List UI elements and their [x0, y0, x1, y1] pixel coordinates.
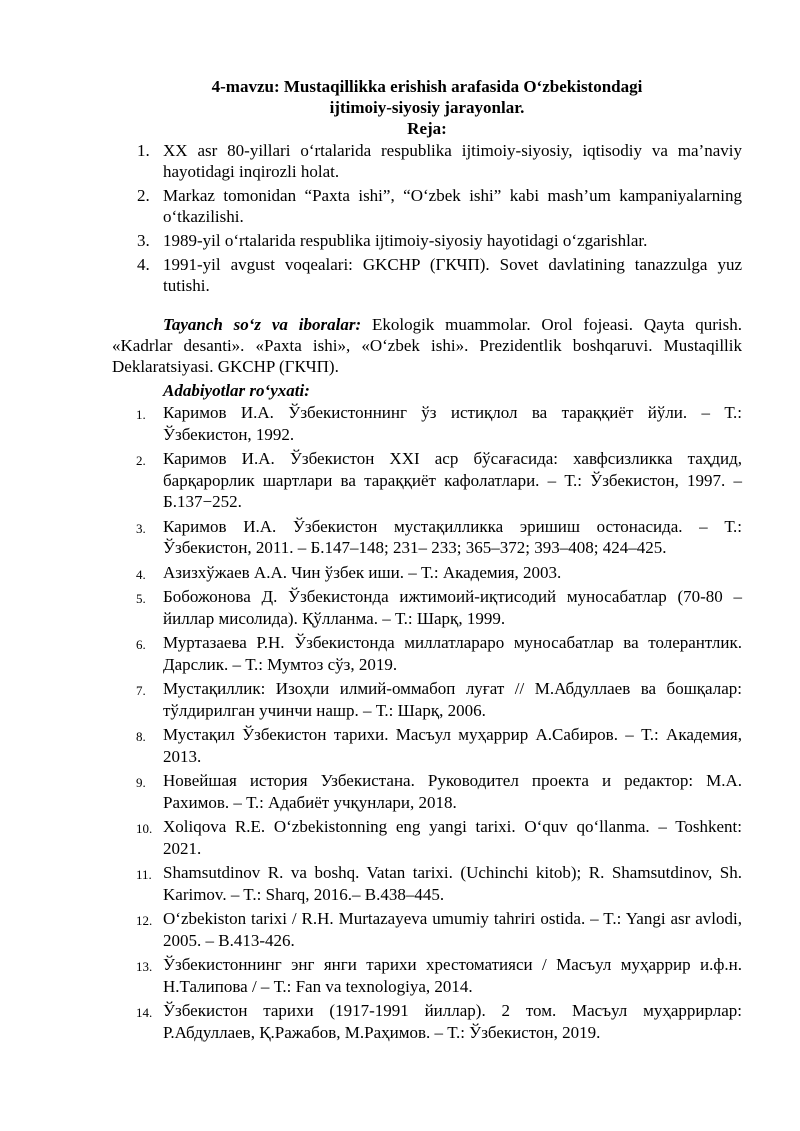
- title-line-2: ijtimoiy-siyosiy jarayonlar.: [329, 98, 525, 117]
- literature-item-text: Мустақиллик: Изоҳли илмий-оммабоп луғат // М.Абдуллаев ва бошқалар: тўлдирилган учинчи нашр. – Т.: Шарқ, 2006.: [163, 679, 742, 720]
- literature-item-text: Бобожонова Д. Ўзбекистонда ижтимоий-иқтисодий муносабатлар (70-80 – йиллар мисолида). Қўлланма. – Т.: Шарқ, 1999.: [163, 587, 742, 628]
- literature-item-number: 7.: [136, 683, 146, 698]
- literature-item-text: Xoliqova R.E. O‘zbekistonning eng yangi tarixi. O‘quv qo‘llanma. – Toshkent: 2021.: [163, 817, 742, 858]
- literature-item-number: 4.: [136, 566, 146, 582]
- literature-item-text: Каримов И.А. Ўзбекистон XXI аср бўсағасида: хавфсизликка таҳдид, барқарорлик шартлари ва тараққиёт кафолатлари. – Т.: Ўзбекистон, 1997. – Б.137−252.: [163, 449, 742, 511]
- literature-item-text: Новейшая история Узбекистана. Руководител проекта и редактор: М.А. Рахимов. – Т.: Адабиёт учқунлари, 2018.: [163, 771, 742, 812]
- literature-item-number: 3.: [136, 520, 146, 536]
- literature-item: [112, 516, 742, 559]
- literature-item: [112, 816, 742, 859]
- literature-item: [112, 1000, 742, 1043]
- literature-item: [112, 402, 742, 445]
- literature-item-text: Ўзбекистон тарихи (1917-1991 йиллар). 2 том. Масъул муҳаррирлар: Р.Абдуллаев, Қ.Ражабов, М.Раҳимов. – Т.: Ўзбекистон, 2019.: [163, 1001, 742, 1042]
- plan-item-text: Markaz tomonidan “Paxta ishi”, “O‘zbek ishi” kabi mash’um kampaniyalarning o‘tkazilishi.: [163, 186, 742, 226]
- literature-item: [112, 862, 742, 905]
- literature-item-number: 1.: [136, 407, 146, 422]
- literature-item: [112, 724, 742, 767]
- keywords-text: Ekologik muammolar. Orol fojeasi. Qayta qurish. «Kadrlar desanti». «Paxta ishi», «O‘zbek ishi». Prezidentlik boshqaruvi. Mustaqillik Deklaratsiyasi. GKCHP (ГКЧП).: [112, 315, 742, 376]
- title-line-1: 4-mavzu: Mustaqillikka erishish arafasida O‘zbekistondagi: [211, 77, 643, 96]
- literature-item-text: Каримов И.А. Ўзбекистон мустақилликка эришиш остонасида. – Т.: Ўзбекистон, 2011. – Б.147–148; 231– 233; 365–372; 393–408; 424–425.: [163, 516, 742, 557]
- literature-item: [112, 562, 742, 584]
- literature-item-text: Муртазаева Р.Н. Ўзбекистонда миллатлараро муносабатлар ва толерантлик. Дарслик. – Т.: Мумтоз сўз, 2019.: [163, 633, 742, 674]
- document-title: [112, 76, 742, 139]
- literature-item-number: 12.: [136, 913, 153, 928]
- literature-item: [112, 678, 742, 721]
- plan-item-number: 2.: [137, 186, 150, 205]
- plan-item-text: 1989-yil o‘rtalarida respublika ijtimoiy-siyosiy hayotidagi o‘zgarishlar.: [163, 231, 648, 250]
- literature-item: [112, 448, 742, 513]
- plan-item: [112, 230, 742, 251]
- literature-item: [112, 954, 742, 997]
- literature-item-text: O‘zbekiston tarixi / R.H. Murtazayeva umumiy tahriri ostida. – T.: Yangi asr avlodi, 2005. – B.413-426.: [163, 909, 742, 950]
- plan-item: [112, 140, 742, 182]
- plan-list: [112, 140, 742, 296]
- plan-item-number: 3.: [137, 231, 150, 250]
- literature-item-number: 11.: [136, 867, 152, 882]
- literature-item-number: 6.: [136, 637, 146, 652]
- literature-item-number: 13.: [136, 959, 153, 974]
- literature-item: [112, 908, 742, 951]
- plan-item-text: 1991-yil avgust voqealari: GKCHP (ГКЧП). Sovet davlatining tanazzulga yuz tutishi.: [163, 255, 742, 295]
- literature-item-text: Азизхўжаев А.А. Чин ўзбек иши. – Т.: Академия, 2003.: [163, 562, 562, 582]
- literature-item-number: 5.: [136, 591, 146, 606]
- literature-item-text: Ўзбекистоннинг энг янги тарихи хрестоматияси / Масъул муҳаррир и.ф.н. Н.Талипова / – Т.: Fan va texnologiya, 2014.: [163, 955, 742, 996]
- literature-heading: Adabiyotlar ro‘yxati:: [163, 381, 310, 400]
- keywords-paragraph: [112, 314, 742, 377]
- keywords-label: Tayanch so‘z va iboralar:: [163, 315, 362, 334]
- plan-item-number: 4.: [137, 255, 150, 274]
- literature-item-number: 9.: [136, 775, 146, 790]
- literature-item-text: Мустақил Ўзбекистон тарихи. Масъул муҳаррир А.Сабиров. – Т.: Академия, 2013.: [163, 725, 742, 766]
- plan-heading: Reja:: [407, 119, 447, 138]
- literature-item: [112, 632, 742, 675]
- literature-item-number: 2.: [136, 453, 146, 468]
- plan-item-text: XX asr 80-yillari o‘rtalarida respublika ijtimoiy-siyosiy, iqtisodiy va ma’naviy hayotidagi inqirozli holat.: [163, 141, 742, 181]
- literature-item-text: Shamsutdinov R. va boshq. Vatan tarixi. (Uchinchi kitob); R. Shamsutdinov, Sh. Karimov. – T.: Sharq, 2016.– B.438–445.: [163, 863, 742, 904]
- plan-item: [112, 185, 742, 227]
- literature-item-text: Каримов И.А. Ўзбекистоннинг ўз истиқлол ва тараққиёт йўли. – Т.: Ўзбекистон, 1992.: [163, 403, 742, 444]
- literature-item-number: 10.: [136, 821, 153, 836]
- literature-item: [112, 586, 742, 629]
- literature-item: [112, 770, 742, 813]
- literature-list: [112, 402, 742, 1046]
- literature-item-number: 8.: [136, 729, 146, 744]
- plan-item: [112, 254, 742, 296]
- plan-item-number: 1.: [137, 141, 150, 160]
- literature-item-number: 14.: [136, 1005, 153, 1020]
